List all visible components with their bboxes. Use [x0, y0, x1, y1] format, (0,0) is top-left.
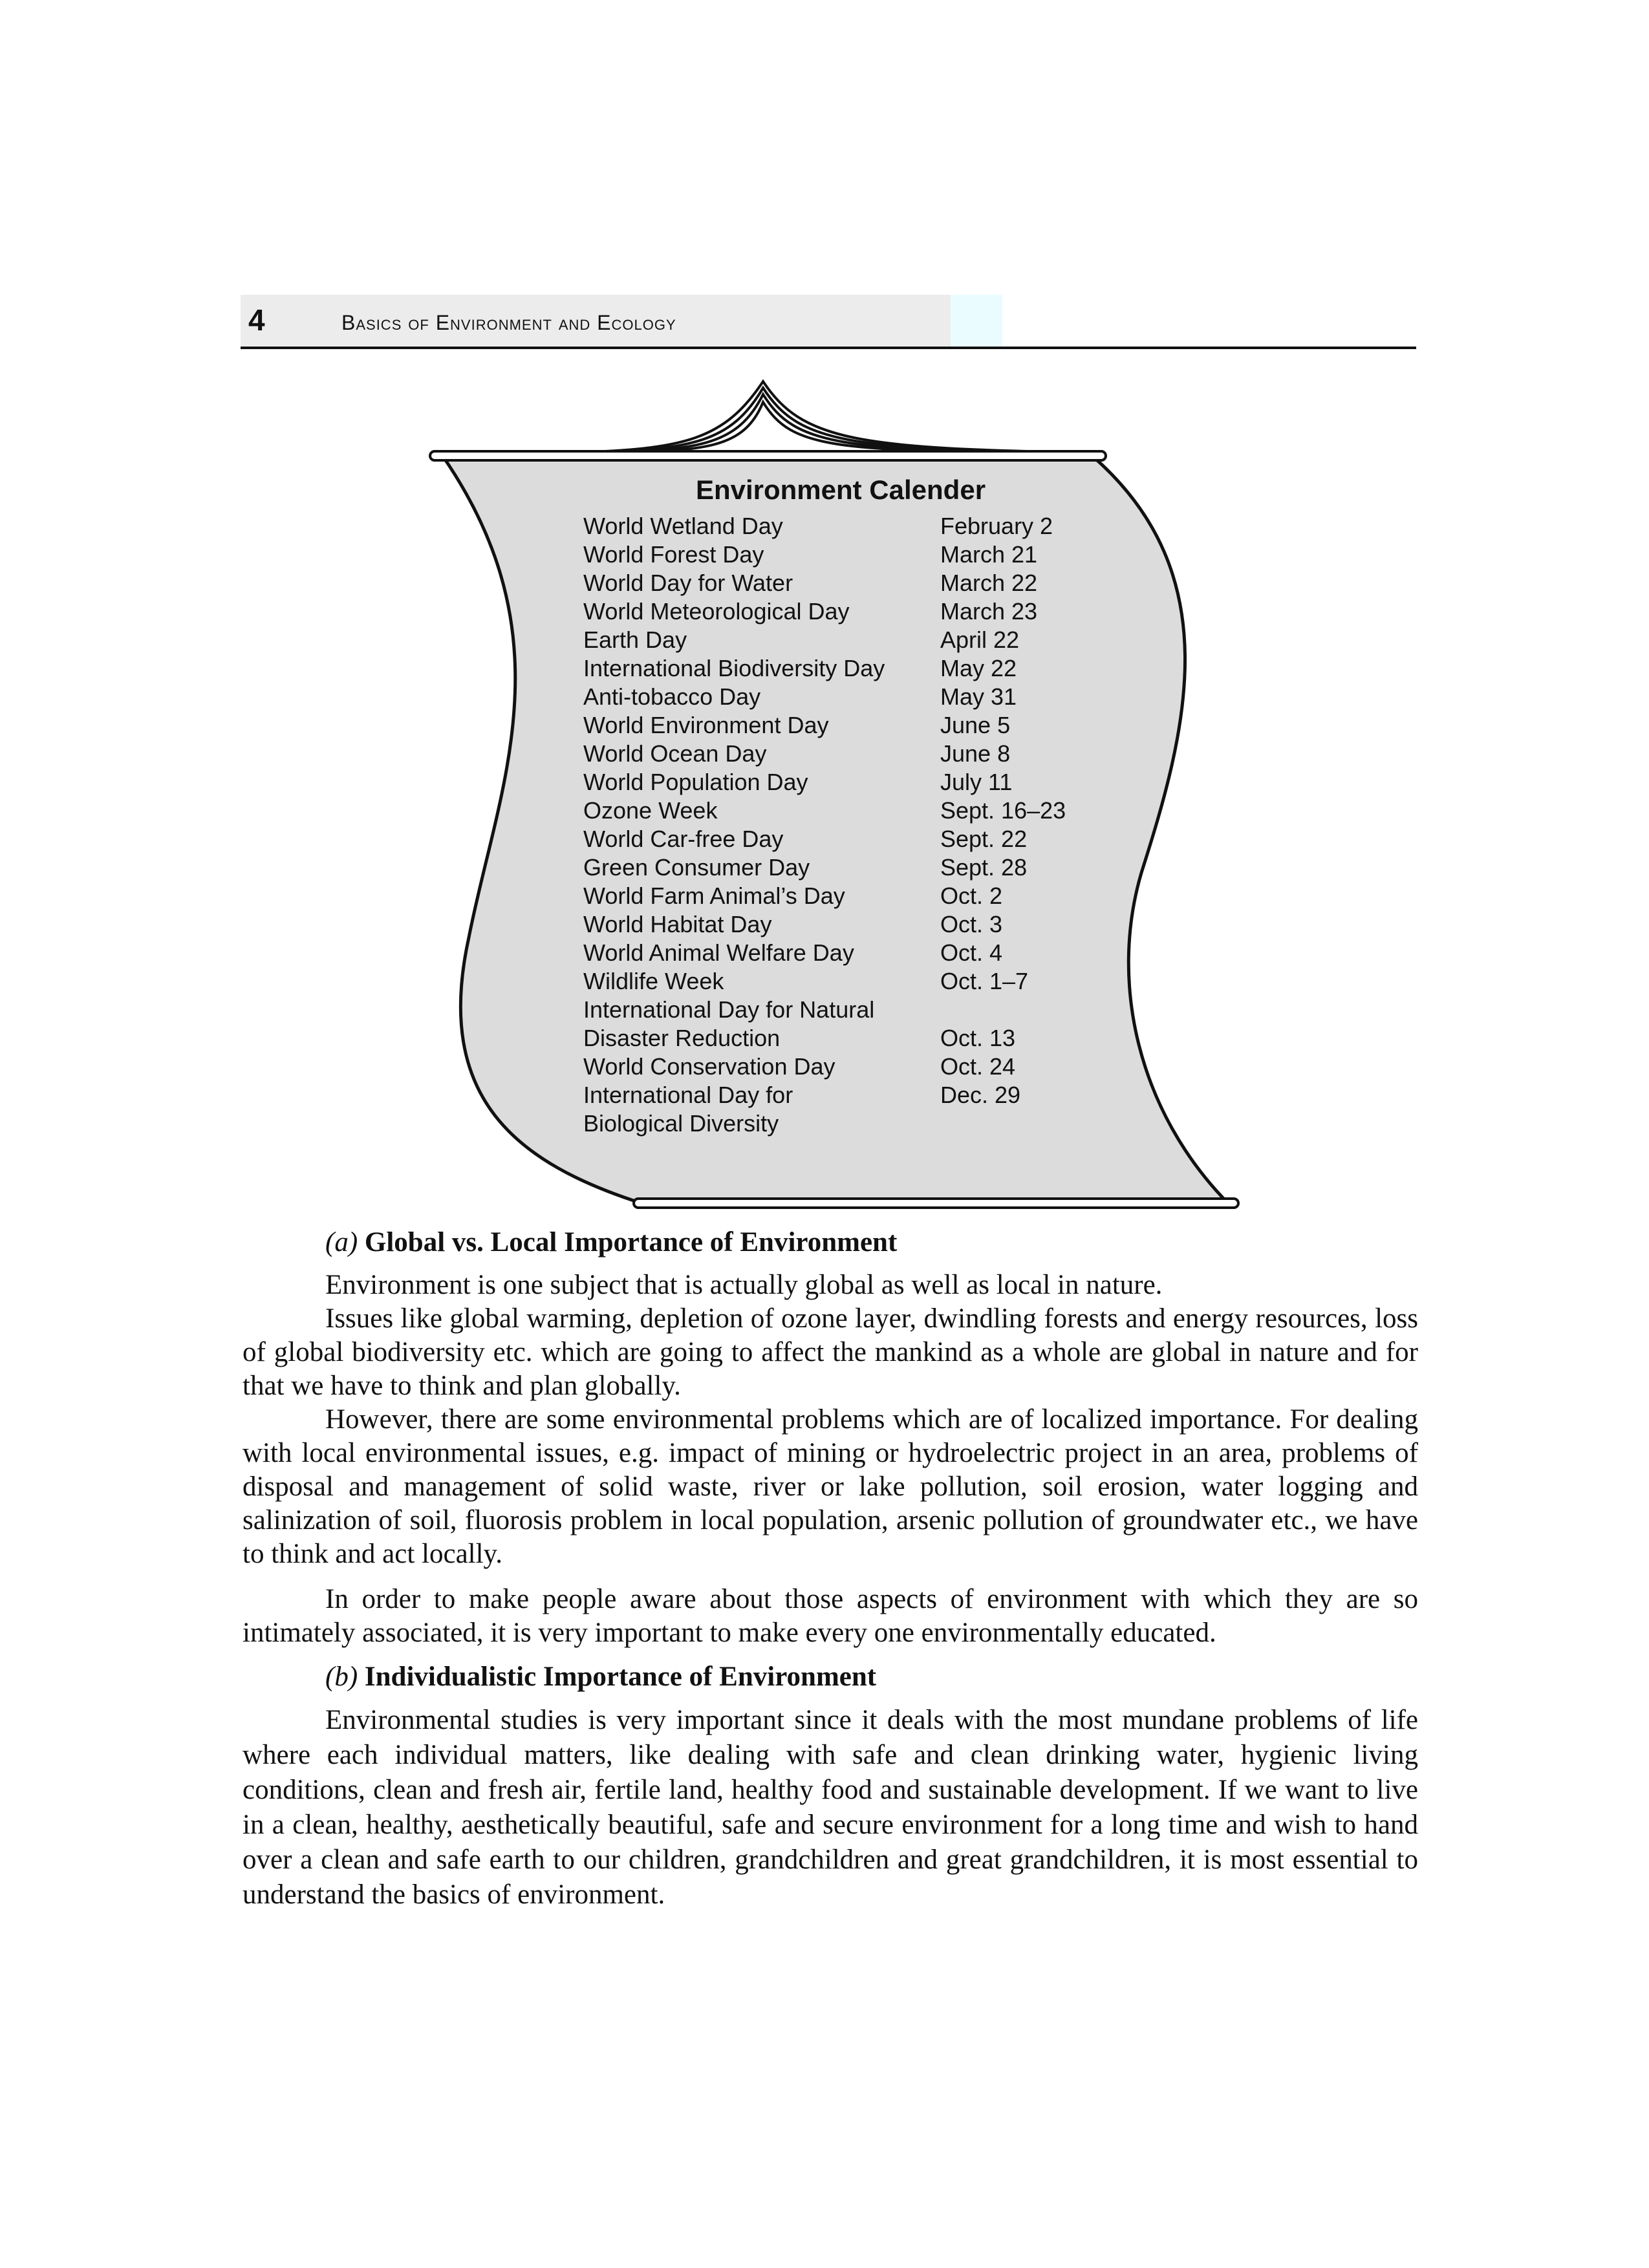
event-date: Oct. 1–7	[940, 968, 1029, 994]
event-name: International Day for Natural	[583, 996, 875, 1023]
calendar-row	[583, 768, 1165, 797]
calendar-row	[583, 967, 1165, 996]
calendar-row	[583, 740, 1165, 768]
calendar-row	[583, 540, 1165, 569]
event-name: Ozone Week	[583, 797, 718, 824]
event-date: Oct. 13	[940, 1025, 1016, 1051]
section-a-paragraph: Issues like global warming, depletion of ozone layer, dwindling forests and energy resources, loss of global biodiversity etc. which are going to affect the mankind as a whole are global in nature and for that we have to think and plan globally.	[242, 1303, 1418, 1401]
event-name: World Animal Welfare Day	[583, 939, 854, 966]
event-name: International Biodiversity Day	[583, 655, 885, 681]
section-b-heading	[242, 1659, 1418, 1695]
calendar-row	[583, 797, 1165, 825]
event-date: Oct. 24	[940, 1053, 1016, 1080]
event-date: Oct. 4	[940, 939, 1003, 966]
event-name: World Environment Day	[583, 712, 829, 738]
calendar-row	[583, 654, 1165, 683]
event-date: Sept. 22	[940, 826, 1028, 852]
calendar-row	[583, 1053, 1165, 1081]
event-date: May 31	[940, 683, 1017, 710]
section-a-paragraph: Environment is one subject that is actually global as well as local in nature.	[325, 1270, 1163, 1300]
event-name: World Ocean Day	[583, 740, 767, 767]
event-date: March 22	[940, 570, 1038, 596]
environment-calendar-scroll	[414, 369, 1255, 1222]
section-a-paragraph: However, there are some environmental problems which are of localized importance. For dealing with local environmental issues, e.g. impact of mining or hydroelectric project in an area, problems of disposal and management of solid waste, river or lake pollution, soil erosion, water logging and salinization of soil, fluorosis problem in local population, arsenic pollution of groundwater etc., we have to think and act locally.	[242, 1404, 1418, 1569]
event-date: May 22	[940, 655, 1017, 681]
event-date: Sept. 28	[940, 854, 1028, 881]
event-name: World Habitat Day	[583, 911, 772, 937]
event-name: World Meteorological Day	[583, 598, 850, 625]
calendar-row	[583, 882, 1165, 910]
section-a-label: (a)	[325, 1227, 358, 1257]
calendar-list	[583, 512, 1165, 1138]
calendar-row	[583, 683, 1165, 711]
event-date: Dec. 29	[940, 1082, 1021, 1108]
section-a-paragraph: In order to make people aware about those aspects of environment with which they are so intimately associated, it is very important to make every one environmentally educated.	[242, 1584, 1418, 1648]
event-name: World Wetland Day	[583, 513, 783, 539]
event-date: June 8	[940, 740, 1011, 767]
calendar-row	[583, 825, 1165, 853]
calendar-row	[583, 910, 1165, 939]
event-name: Disaster Reduction	[583, 1025, 781, 1051]
event-name: World Car-free Day	[583, 826, 784, 852]
calendar-row	[583, 996, 1165, 1024]
calendar-row	[583, 1081, 1165, 1109]
calendar-row	[583, 853, 1165, 882]
event-name: World Population Day	[583, 769, 808, 795]
section-a-title: Global vs. Local Importance of Environment	[364, 1227, 898, 1257]
section-b-title: Individualistic Importance of Environment	[364, 1662, 877, 1692]
event-name: Earth Day	[583, 626, 687, 653]
calendar-row	[583, 626, 1165, 654]
event-date: March 21	[940, 541, 1038, 568]
running-title: Basics of Environment and Ecology	[341, 311, 676, 334]
calendar-row	[583, 1024, 1165, 1053]
page-number: 4	[248, 303, 265, 337]
event-date: February 2	[940, 513, 1053, 539]
event-date: July 11	[940, 769, 1013, 795]
header-band-accent	[951, 295, 1002, 347]
event-date: June 5	[940, 712, 1011, 738]
event-name: World Forest Day	[583, 541, 764, 568]
event-date: Oct. 2	[940, 883, 1003, 909]
body-text	[242, 1215, 1418, 1912]
event-name: International Day for	[583, 1082, 793, 1108]
event-name: World Farm Animal’s Day	[583, 883, 845, 909]
section-b-paragraph: Environmental studies is very important since it deals with the most mundane problems of life where each individual matters, like dealing with safe and clean drinking water, hygienic living conditions, clean and fresh air, fertile land, healthy food and sustainable development. If we want to live in a clean, healthy, aesthetically beautiful, safe and secure environment for a long time and wish to hand over a clean and safe earth to our children, grandchildren and great grandchildren, it is most essential to understand the basics of environment.	[242, 1705, 1418, 1910]
calendar-row	[583, 569, 1165, 597]
event-date: April 22	[940, 626, 1020, 653]
calendar-row	[583, 1109, 1165, 1138]
calendar-row	[583, 597, 1165, 626]
event-date: March 23	[940, 598, 1038, 625]
event-date: Sept. 16–23	[940, 797, 1066, 824]
event-name: World Conservation Day	[583, 1053, 835, 1080]
event-name: Wildlife Week	[583, 968, 724, 994]
event-name: Green Consumer Day	[583, 854, 810, 881]
calendar-row	[583, 939, 1165, 967]
section-a-heading	[242, 1225, 1418, 1261]
calendar-title: Environment Calender	[695, 475, 986, 505]
event-name: World Day for Water	[583, 570, 793, 596]
running-header	[241, 295, 1416, 349]
scroll-bottom-rod	[634, 1199, 1238, 1208]
event-name: Anti-tobacco Day	[583, 683, 761, 710]
section-b-label: (b)	[325, 1662, 358, 1692]
hanging-cord	[572, 381, 1099, 453]
scroll-top-rod	[430, 451, 1106, 460]
event-name: Biological Diversity	[583, 1110, 779, 1137]
calendar-row	[583, 711, 1165, 740]
event-date: Oct. 3	[940, 911, 1003, 937]
calendar-row	[583, 512, 1165, 540]
